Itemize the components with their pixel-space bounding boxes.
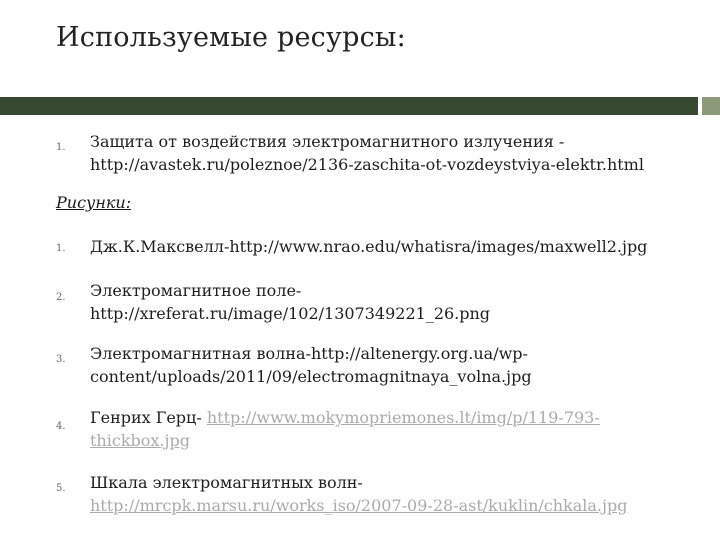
divider-bar-dark [0, 97, 698, 115]
figures-heading: Рисунки: [56, 193, 132, 212]
item-line: content/uploads/2011/09/electromagnitnaya_volna.jpg [90, 367, 532, 386]
item-text: Генрих Герц- [90, 408, 207, 427]
list-item [90, 235, 690, 258]
list-number: 1. [56, 243, 66, 254]
list-item [90, 471, 690, 517]
item-line: http://avastek.ru/poleznoe/2136-zaschita-ot-vozdeystviya-elektr.html [90, 155, 644, 174]
item-line: Защита от воздействия электромагнитного излучения - [90, 132, 565, 151]
list-item [90, 279, 690, 325]
list-number: 2. [56, 292, 66, 303]
list-number: 1. [56, 142, 66, 153]
resource-link[interactable]: http://mrcpk.marsu.ru/works_iso/2007-09-28-ast/kuklin/chkala.jpg [90, 496, 628, 515]
list-item [90, 406, 690, 452]
resource-link[interactable]: http://www.mokymopriemones.lt/img/p/119-793- [206, 408, 600, 427]
item-line [90, 494, 690, 517]
item-line: Электромагнитная волна-http://altenergy.org.ua/wp- [90, 344, 528, 363]
item-line [90, 406, 690, 429]
item-line: http://xreferat.ru/image/102/1307349221_26.png [90, 304, 491, 323]
resource-link[interactable]: thickbox.jpg [90, 431, 190, 450]
item-line: Дж.К.Максвелл-http://www.nrao.edu/whatisra/images/maxwell2.jpg [90, 237, 648, 256]
list-number: 5. [56, 483, 66, 494]
list-number: 3. [56, 354, 66, 365]
page-title: Используемые ресурсы: [56, 22, 406, 53]
item-line: Электромагнитное поле- [90, 281, 302, 300]
list-item [90, 342, 690, 388]
item-line [90, 429, 690, 452]
item-line: Шкала электромагнитных волн- [90, 473, 363, 492]
header-divider [0, 97, 720, 115]
divider-bar-light [702, 97, 720, 115]
list-number: 4. [56, 421, 66, 432]
list-item [90, 130, 690, 176]
